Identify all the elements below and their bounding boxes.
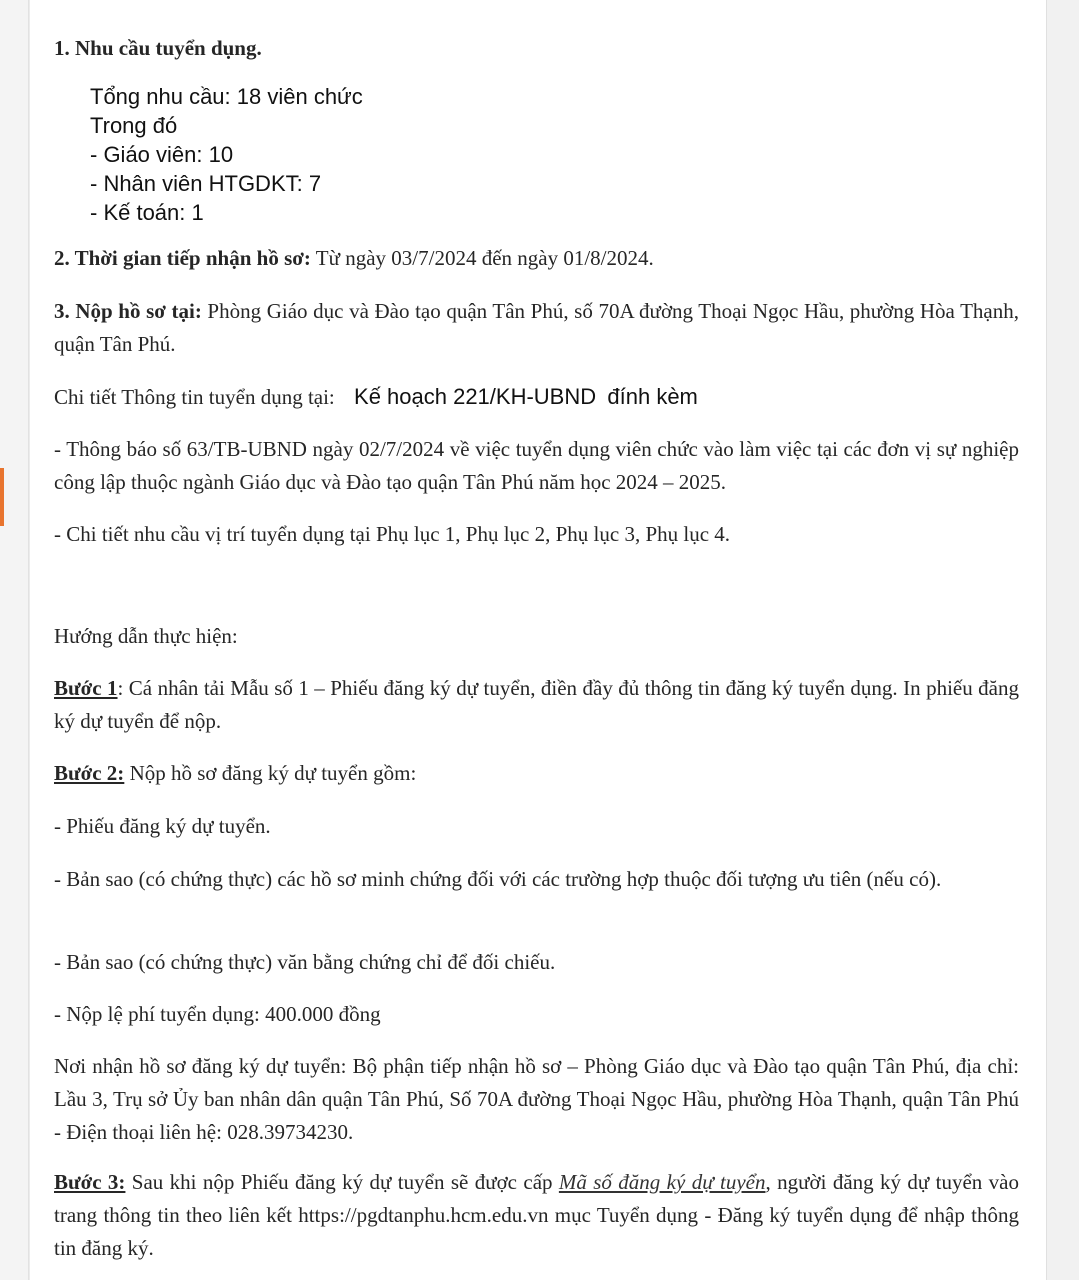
section1-heading: 1. Nhu cầu tuyển dụng. <box>54 36 262 60</box>
document-page <box>30 0 1046 1280</box>
section2 <box>54 242 1019 275</box>
step2-item-fee: - Nộp lệ phí tuyển dụng: 400.000 đồng <box>54 1002 381 1026</box>
step2-place: Nơi nhận hồ sơ đăng ký dự tuyển: Bộ phận tiếp nhận hồ sơ – Phòng Giáo dục và Đào tạo quận Tân Phú, địa chỉ: Lầu 3, Trụ sở Ủy ban nhân dân quận Tân Phú, Số 70A đường Thoại Ngọc Hầu, phường Hòa Thạnh, quận Tân Phú - Điện thoại liên hệ: 028.39734230. <box>54 1054 1019 1144</box>
step1-text: : Cá nhân tải Mẫu số 1 – Phiếu đăng ký dự tuyển, điền đầy đủ thông tin đăng ký tuyển dụng. In phiếu đăng ký dự tuyển để nộp. <box>54 676 1019 733</box>
step1 <box>54 672 1019 738</box>
step3-label: Bước 3: <box>54 1170 126 1194</box>
summary-staff: - Nhân viên HTGDKT: 7 <box>90 171 322 196</box>
section3-label: 3. Nộp hồ sơ tại: <box>54 299 202 323</box>
appendix-paragraph: - Chi tiết nhu cầu vị trí tuyển dụng tại Phụ lục 1, Phụ lục 2, Phụ lục 3, Phụ lục 4. <box>54 522 731 546</box>
details-prefix: Chi tiết Thông tin tuyển dụng tại: <box>54 385 335 409</box>
registration-code-link[interactable]: Mã số đăng ký dự tuyển <box>558 1170 766 1194</box>
step2-item-form: - Phiếu đăng ký dự tuyển. <box>54 814 271 838</box>
step2-text: Nộp hồ sơ đăng ký dự tuyển gồm: <box>124 761 417 785</box>
step2-label: Bước 2: <box>54 761 125 785</box>
notice-paragraph: - Thông báo số 63/TB-UBND ngày 02/7/2024 về việc tuyển dụng viên chức vào làm việc tại các đơn vị sự nghiệp công lập thuộc ngành Giáo dục và Đào tạo quận Tân Phú năm học 2024 – 2025. <box>54 437 1019 494</box>
plan-link[interactable]: Kế hoạch 221/KH-UBND <box>354 384 597 409</box>
step3 <box>54 1166 1019 1265</box>
scroll-marker <box>0 468 4 526</box>
step2 <box>54 757 1019 790</box>
step1-label: Bước 1 <box>54 676 118 700</box>
details-suffix: đính kèm <box>607 384 698 409</box>
section3-text: Phòng Giáo dục và Đào tạo quận Tân Phú, số 70A đường Thoại Ngọc Hầu, phường Hòa Thạnh, quận Tân Phú. <box>54 299 1019 356</box>
section2-label: 2. Thời gian tiếp nhận hồ sơ: <box>54 246 311 270</box>
details-line <box>54 381 1019 414</box>
step3-text-before: Sau khi nộp Phiếu đăng ký dự tuyển sẽ được cấp <box>125 1170 559 1194</box>
step2-item-priority: - Bản sao (có chứng thực) các hồ sơ minh chứng đối với các trường hợp thuộc đối tượng ưu tiên (nếu có). <box>54 867 942 891</box>
left-margin <box>0 0 29 1280</box>
section2-text: Từ ngày 03/7/2024 đến ngày 01/8/2024. <box>310 246 654 270</box>
guide-title: Hướng dẫn thực hiện: <box>54 624 238 648</box>
summary-of-which: Trong đó <box>90 113 178 138</box>
step2-item-certificates: - Bản sao (có chứng thực) văn bằng chứng chỉ để đối chiếu. <box>54 950 556 974</box>
step3-text-after: , người đăng ký dự tuyển vào trang thông tin theo liên kết https://pgdtanphu.hcm.edu.vn mục Tuyển dụng - Đăng ký tuyển dụng để nhập thông tin đăng ký. <box>54 1170 1019 1260</box>
recruitment-summary <box>90 82 1055 227</box>
summary-teachers: - Giáo viên: 10 <box>90 142 234 167</box>
summary-accountant: - Kế toán: 1 <box>90 200 204 225</box>
summary-total: Tổng nhu cầu: 18 viên chức <box>90 84 363 109</box>
section3 <box>54 295 1019 361</box>
